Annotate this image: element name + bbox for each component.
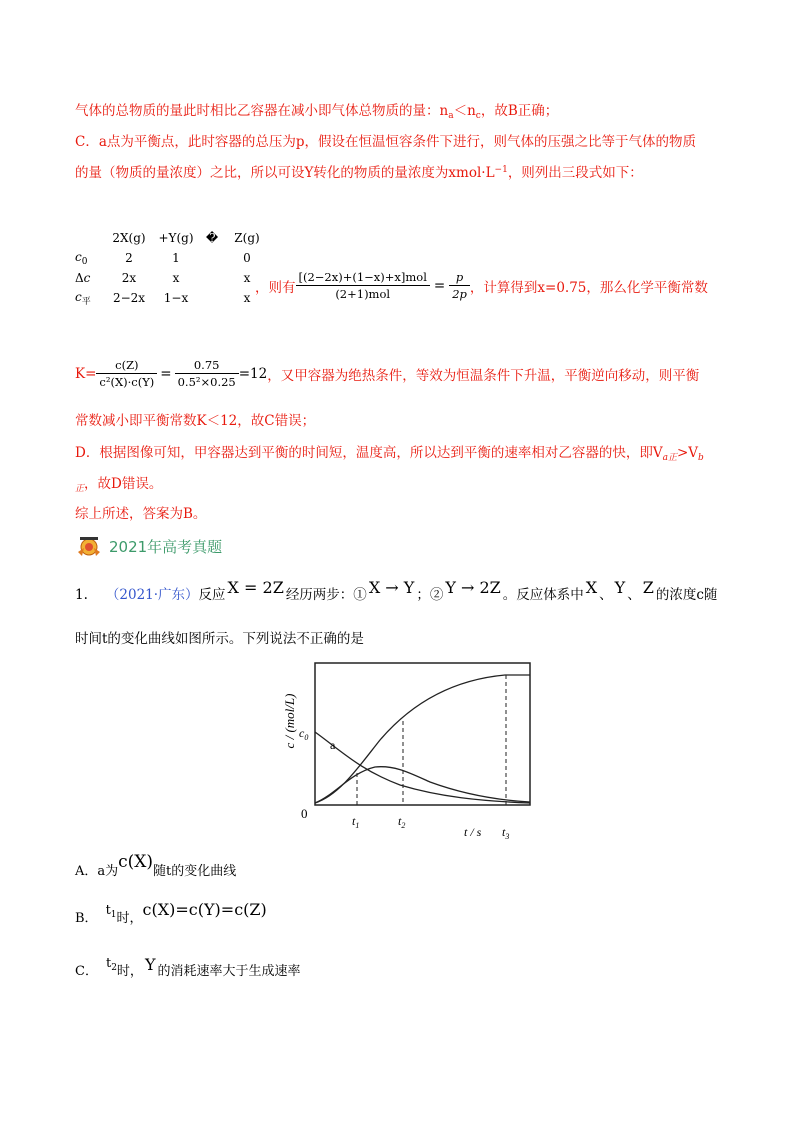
three-step-table: 2X(g) +Y(g) � Z(g) $c_0$ 2 1 0 Δc 2x x x $c_平$ 2−2x 1−x x: [75, 231, 260, 307]
equation-equilibrium-constant: K= $\frac{c(Z)}{\text{c²(X)·c(Y)}}$ = $\frac{0.75}{\text{0.5²×0.25}}$ =12 ，又甲容器为绝热条件，等效为恒温条件下升温，平衡逆向移动，则平衡: [75, 358, 700, 389]
equation-pressure-ratio: ，则有 $\frac{\text{[(2−2x)+(1−x)+x]mol}}{\text{(2+1)mol}}$ = $\frac{p}{2p}$ ，计算得到x=0.75，那么化学平衡常数: [255, 270, 708, 301]
question-1-line-1: 1. （2021·广东） 反应 X = 2Z 经历两步：① X → Y ；② Y → 2Z 。反应体系中 X 、 Y 、 Z 的浓度c随: [75, 578, 718, 603]
solution-line-d: D．根据图像可知，甲容器达到平衡的时间短，温度高，所以达到平衡的速率相对乙容器的快，即$V_{a正}>V_b$: [75, 445, 704, 463]
option-a[interactable]: A．a为 c(X) 随t的变化曲线: [75, 852, 237, 879]
solution-line-3: 的量（物质的量浓度）之比，所以可设Y转化的物质的量浓度为$xmol\cdot L^{-1}$，则列出三段式如下：: [75, 165, 643, 181]
solution-conclusion: 综上所述，答案为B。: [75, 506, 207, 522]
solution-line-d2: $_正$，故D错误。: [75, 476, 163, 494]
section-heading: [75, 534, 222, 558]
t3-label: $t_3$: [502, 825, 510, 841]
curve-a-label: a: [330, 738, 336, 752]
option-b[interactable]: B． $t_1$ 时， c(X)=c(Y)=c(Z): [75, 900, 267, 926]
c0-label: $c_0$: [299, 726, 309, 742]
origin-label: 0: [301, 806, 308, 821]
solution-line-1: 气体的总物质的量此时相比乙容器在减小即气体总物质的量：$n_a<n_c$，故B正确；: [75, 103, 559, 121]
fraction-mol: $\frac{\text{[(2−2x)+(1−x)+x]mol}}{\text{(2+1)mol}}$: [296, 270, 430, 301]
solution-line-2: C．a点为平衡点，此时容器的总压为p，假设在恒温恒容条件下进行，则气体的压强之比等于气体的物质: [75, 134, 697, 150]
graduate-icon: [75, 534, 105, 558]
t1-label: $t_1$: [352, 814, 360, 830]
question-source: （2021·广东）: [105, 587, 199, 603]
plot-frame: [315, 663, 530, 805]
fraction-pressure: $\frac{p}{2p}$: [449, 270, 470, 301]
solution-line-k: 常数减小即平衡常数K＜12，故C错误；: [75, 413, 316, 429]
question-1-line-2: 时间t的变化曲线如图所示。下列说法不正确的是: [75, 631, 364, 647]
concentration-time-figure: [270, 655, 540, 845]
option-c[interactable]: C． $t_2$ 时， Y 的消耗速率大于生成速率: [75, 955, 301, 979]
section-title: 2021年高考真题: [109, 537, 223, 556]
x-axis-label: t / s: [464, 825, 482, 839]
y-axis-label: c / (mol/L): [282, 693, 297, 749]
t2-label: $t_2$: [398, 814, 406, 830]
